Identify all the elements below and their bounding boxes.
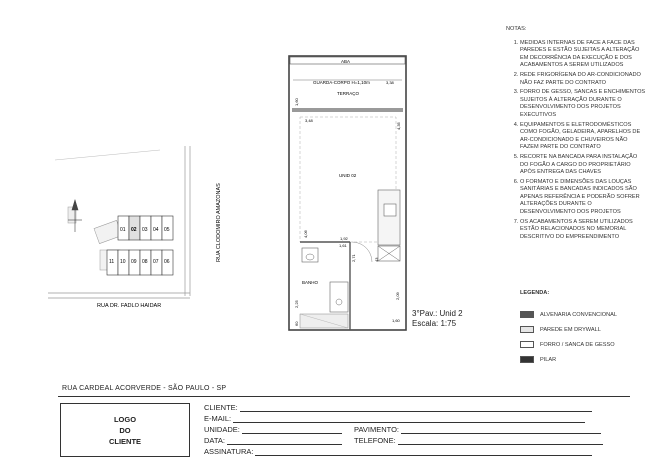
logo-text: CLIENTE bbox=[108, 436, 142, 446]
legend-label: FORRO / SANCA DE GESSO bbox=[540, 341, 615, 348]
legend-title: LEGENDA: bbox=[520, 290, 550, 296]
note-item: 7. OS ACABAMENTOS A SEREM UTILIZADOS ESTÃO RELACIONADOS NO MEMORIAL DESCRITIVO DO EMPREENDIMENTO bbox=[520, 219, 646, 242]
unit-label: 07 bbox=[153, 259, 159, 265]
note-item: 3. FORRO DE GESSO, SANCAS E ENCHIMENTOS SUJEITOS À ALTERAÇÃO DURANTE O DESENVOLVIMENTO DOS PROJETOS EXECUTIVOS bbox=[520, 89, 646, 119]
notes-panel bbox=[506, 26, 646, 243]
assinatura-field[interactable] bbox=[204, 447, 592, 456]
unidade-line[interactable] bbox=[242, 425, 342, 434]
assinatura-line[interactable] bbox=[255, 447, 592, 456]
unit-label: 08 bbox=[142, 259, 148, 265]
dimension-label: 60 bbox=[294, 321, 299, 326]
pavimento-line[interactable] bbox=[401, 425, 601, 434]
pavimento-field[interactable] bbox=[354, 425, 601, 434]
legend-item bbox=[520, 322, 645, 337]
floor-plan bbox=[280, 50, 420, 340]
unit-label: 01 bbox=[120, 227, 126, 233]
dimension-label: 2,09 bbox=[395, 292, 400, 300]
note-item: 1. MEDIDAS INTERNAS DE FACE A FACE DAS PAREDES E ESTÃO SUJEITAS A ALTERAÇÃO EM DECORRÊNCIA DA EXECUÇÃO E DOS ACABAMENTOS A SEREM UTILIZADOS bbox=[520, 40, 646, 70]
dimension-label: 4,06 bbox=[303, 230, 308, 238]
telefone-label: TELEFONE: bbox=[354, 436, 396, 445]
email-line[interactable] bbox=[233, 414, 585, 423]
legend-item bbox=[520, 307, 645, 322]
unit-label: 02 bbox=[131, 227, 137, 233]
data-line[interactable] bbox=[227, 436, 342, 445]
logo-text: LOGO bbox=[113, 414, 137, 424]
unit-label: 03 bbox=[142, 227, 148, 233]
site-plan bbox=[0, 140, 260, 320]
dimension-label: 1,60 bbox=[392, 318, 400, 323]
legend-item bbox=[520, 337, 645, 352]
unit-label: 10 bbox=[120, 259, 126, 265]
street-label-right: RUA CLODOMIRO AMAZONAS bbox=[216, 183, 222, 262]
notes-list bbox=[506, 40, 646, 242]
telefone-field[interactable] bbox=[354, 436, 603, 445]
email-label: E-MAIL: bbox=[204, 414, 232, 423]
legend-panel bbox=[520, 290, 645, 367]
note-item: 5. RECORTE NA BANCADA PARA INSTALAÇÃO DO FOGÃO A CARGO DO PROPRIETÁRIO APÓS ENTREGA DAS CHAVES bbox=[520, 154, 646, 177]
caption-floor-unit: 3°Pav.: Unid 2 bbox=[412, 309, 463, 318]
project-address: RUA CARDEAL ACORVERDE - SÃO PAULO - SP bbox=[62, 385, 227, 392]
cliente-field[interactable] bbox=[204, 403, 592, 412]
note-item: 2. REDE FRIGORÍGENA DO AR-CONDICIONADO NÃO FAZ PARTE DO CONTRATO bbox=[520, 72, 646, 87]
legend-swatch bbox=[520, 326, 534, 333]
street-label-bottom: RUA DR. FADLO HAIDAR bbox=[97, 303, 162, 309]
note-item: 6. O FORMATO E DIMENSÕES DAS LOUÇAS SANITÁRIAS E BANCADAS INDICADOS SÃO APENAS REFERÊNCIA E PODERÃO SOFRER ALTERAÇÕES DURANTE O DESENVOLVIMENTO DOS PROJETOS bbox=[520, 179, 646, 217]
dimension-label: 3,38 bbox=[386, 80, 394, 85]
unit-label: 11 bbox=[109, 259, 115, 265]
dimension-label: 1,61 bbox=[339, 243, 347, 248]
unit-label: 04 bbox=[153, 227, 159, 233]
logo-text: DO bbox=[119, 425, 131, 435]
unit-label: 09 bbox=[131, 259, 137, 265]
room-label-unit: UNID 02 bbox=[339, 173, 357, 178]
legend-label: PAREDE EM DRYWALL bbox=[540, 326, 601, 333]
room-label-guarda-corpo: GUARDA-CORPO H=1,10m bbox=[313, 80, 370, 85]
legend-swatch bbox=[520, 356, 534, 363]
room-label-terraco: TERRAÇO bbox=[337, 91, 360, 96]
footer-divider bbox=[58, 396, 630, 397]
room-label-aba: ABA bbox=[341, 59, 351, 64]
dimension-label: 1,92 bbox=[340, 236, 348, 241]
caption-scale: Escala: 1:75 bbox=[412, 319, 457, 328]
unidade-label: UNIDADE: bbox=[204, 425, 240, 434]
dimension-label: 1,60 bbox=[294, 98, 299, 106]
legend-label: PILAR bbox=[540, 356, 557, 363]
dimension-label: 43 bbox=[374, 257, 379, 262]
dimension-label: 2,71 bbox=[351, 254, 356, 262]
assinatura-label: ASSINATURA: bbox=[204, 447, 254, 456]
legend-label: ALVENARIA CONVENCIONAL bbox=[540, 311, 617, 318]
telefone-line[interactable] bbox=[398, 436, 603, 445]
data-label: DATA: bbox=[204, 436, 225, 445]
dimension-label: 3,48 bbox=[305, 118, 313, 123]
legend-item bbox=[520, 352, 645, 367]
plan-caption bbox=[412, 309, 463, 329]
cliente-label: CLIENTE: bbox=[204, 403, 238, 412]
dimension-label: 4,35 bbox=[396, 122, 401, 130]
legend-swatch bbox=[520, 311, 534, 318]
unit-label: 06 bbox=[164, 259, 170, 265]
dimension-label: 2,25 bbox=[294, 300, 299, 308]
client-logo-box bbox=[60, 403, 190, 457]
unidade-field[interactable] bbox=[204, 425, 342, 434]
legend-swatch bbox=[520, 341, 534, 348]
data-field[interactable] bbox=[204, 436, 342, 445]
room-label-banho: BANHO bbox=[302, 280, 319, 285]
email-field[interactable] bbox=[204, 414, 585, 423]
pavimento-label: PAVIMENTO: bbox=[354, 425, 400, 434]
unit-label: 05 bbox=[164, 227, 170, 233]
cliente-line[interactable] bbox=[240, 403, 592, 412]
note-item: 4. EQUIPAMENTOS E ELETRODOMÉSTICOS COMO FOGÃO, GELADEIRA, APARELHOS DE AR-CONDICIONADO E CHUVEIROS NÃO FAZEM PARTE DO CONTRATO bbox=[520, 122, 646, 152]
notes-title: NOTAS: bbox=[506, 26, 527, 32]
